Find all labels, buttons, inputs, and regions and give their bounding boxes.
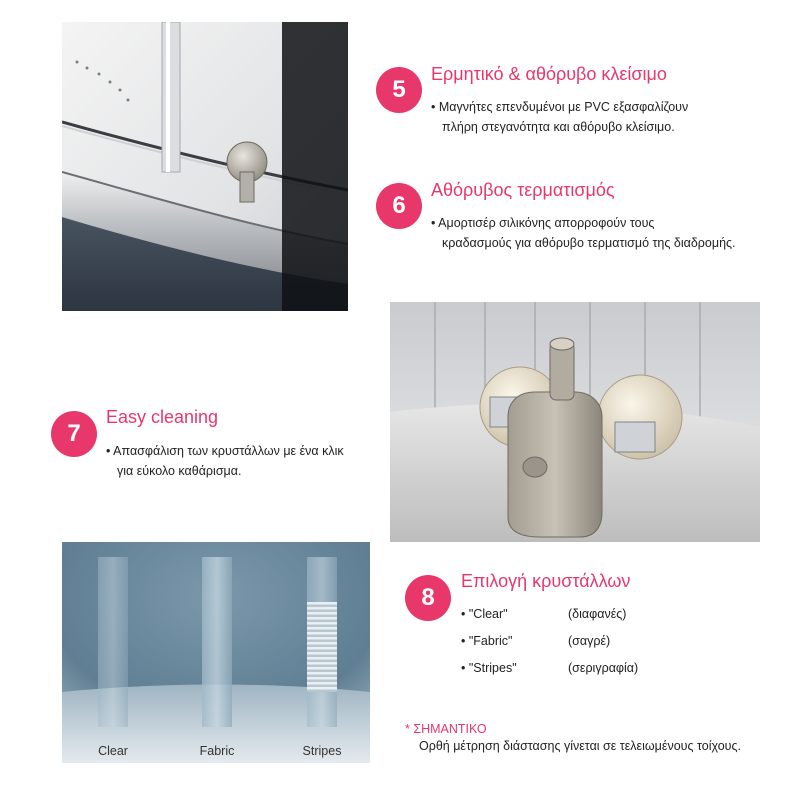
glass-option-fabric-name: • "Fabric" [461, 634, 513, 648]
glass-label-stripes: Stripes [302, 744, 342, 758]
feature-5-line-1: • Μαγνήτες επενδυμένοι με PVC εξασφαλίζουν [431, 100, 689, 114]
feature-7-description [106, 441, 344, 481]
feature-5-description [431, 97, 688, 137]
important-note-text: Ορθή μέτρηση διάστασης γίνεται σε τελειωμένους τοίχους. [419, 739, 741, 753]
feature-7-line-1: • Απασφάλιση των κρυστάλλων με ένα κλικ [106, 444, 344, 458]
feature-6-description [431, 213, 736, 253]
feature-8-badge: 8 [405, 575, 451, 621]
feature-6-line-1: • Αμορτισέρ σιλικόνης απορροφούν τους [431, 216, 655, 230]
glass-option-clear-desc: (διαφανές) [568, 607, 627, 621]
feature-6-line-2: κραδασμούς για αθόρυβο τερματισμό της διαδρομής. [442, 236, 736, 250]
important-note-title: * ΣΗΜΑΝΤΙΚΟ [405, 722, 487, 736]
glass-option-stripes-name: • "Stripes" [461, 661, 517, 675]
door-closing-illustration [62, 22, 348, 311]
feature-7-badge: 7 [51, 411, 97, 457]
glass-label-clear: Clear [98, 744, 128, 758]
roller-mechanism-photo [390, 302, 760, 542]
feature-7-line-2: για εύκολο καθάρισμα. [117, 464, 242, 478]
feature-8-title: Επιλογή κρυστάλλων [461, 571, 631, 591]
feature-6-title: Αθόρυβος τερματισμός [431, 180, 615, 200]
glass-option-clear-name: • "Clear" [461, 607, 508, 621]
glass-option-fabric-desc: (σαγρέ) [568, 634, 611, 648]
glass-label-fabric: Fabric [199, 744, 235, 758]
feature-6-badge: 6 [376, 183, 422, 229]
glass-options-illustration [62, 542, 370, 763]
door-closing-photo [62, 22, 348, 311]
feature-7-title: Easy cleaning [106, 407, 219, 427]
glass-option-stripes-desc: (σεριγραφία) [568, 661, 639, 675]
roller-mechanism-illustration [390, 302, 760, 542]
feature-5-title: Ερμητικό & αθόρυβο κλείσιμο [431, 64, 667, 84]
feature-5-badge: 5 [376, 67, 422, 113]
feature-5-line-2: πλήρη στεγανότητα και αθόρυβο κλείσιμο. [442, 120, 675, 134]
glass-options-photo [62, 542, 370, 763]
